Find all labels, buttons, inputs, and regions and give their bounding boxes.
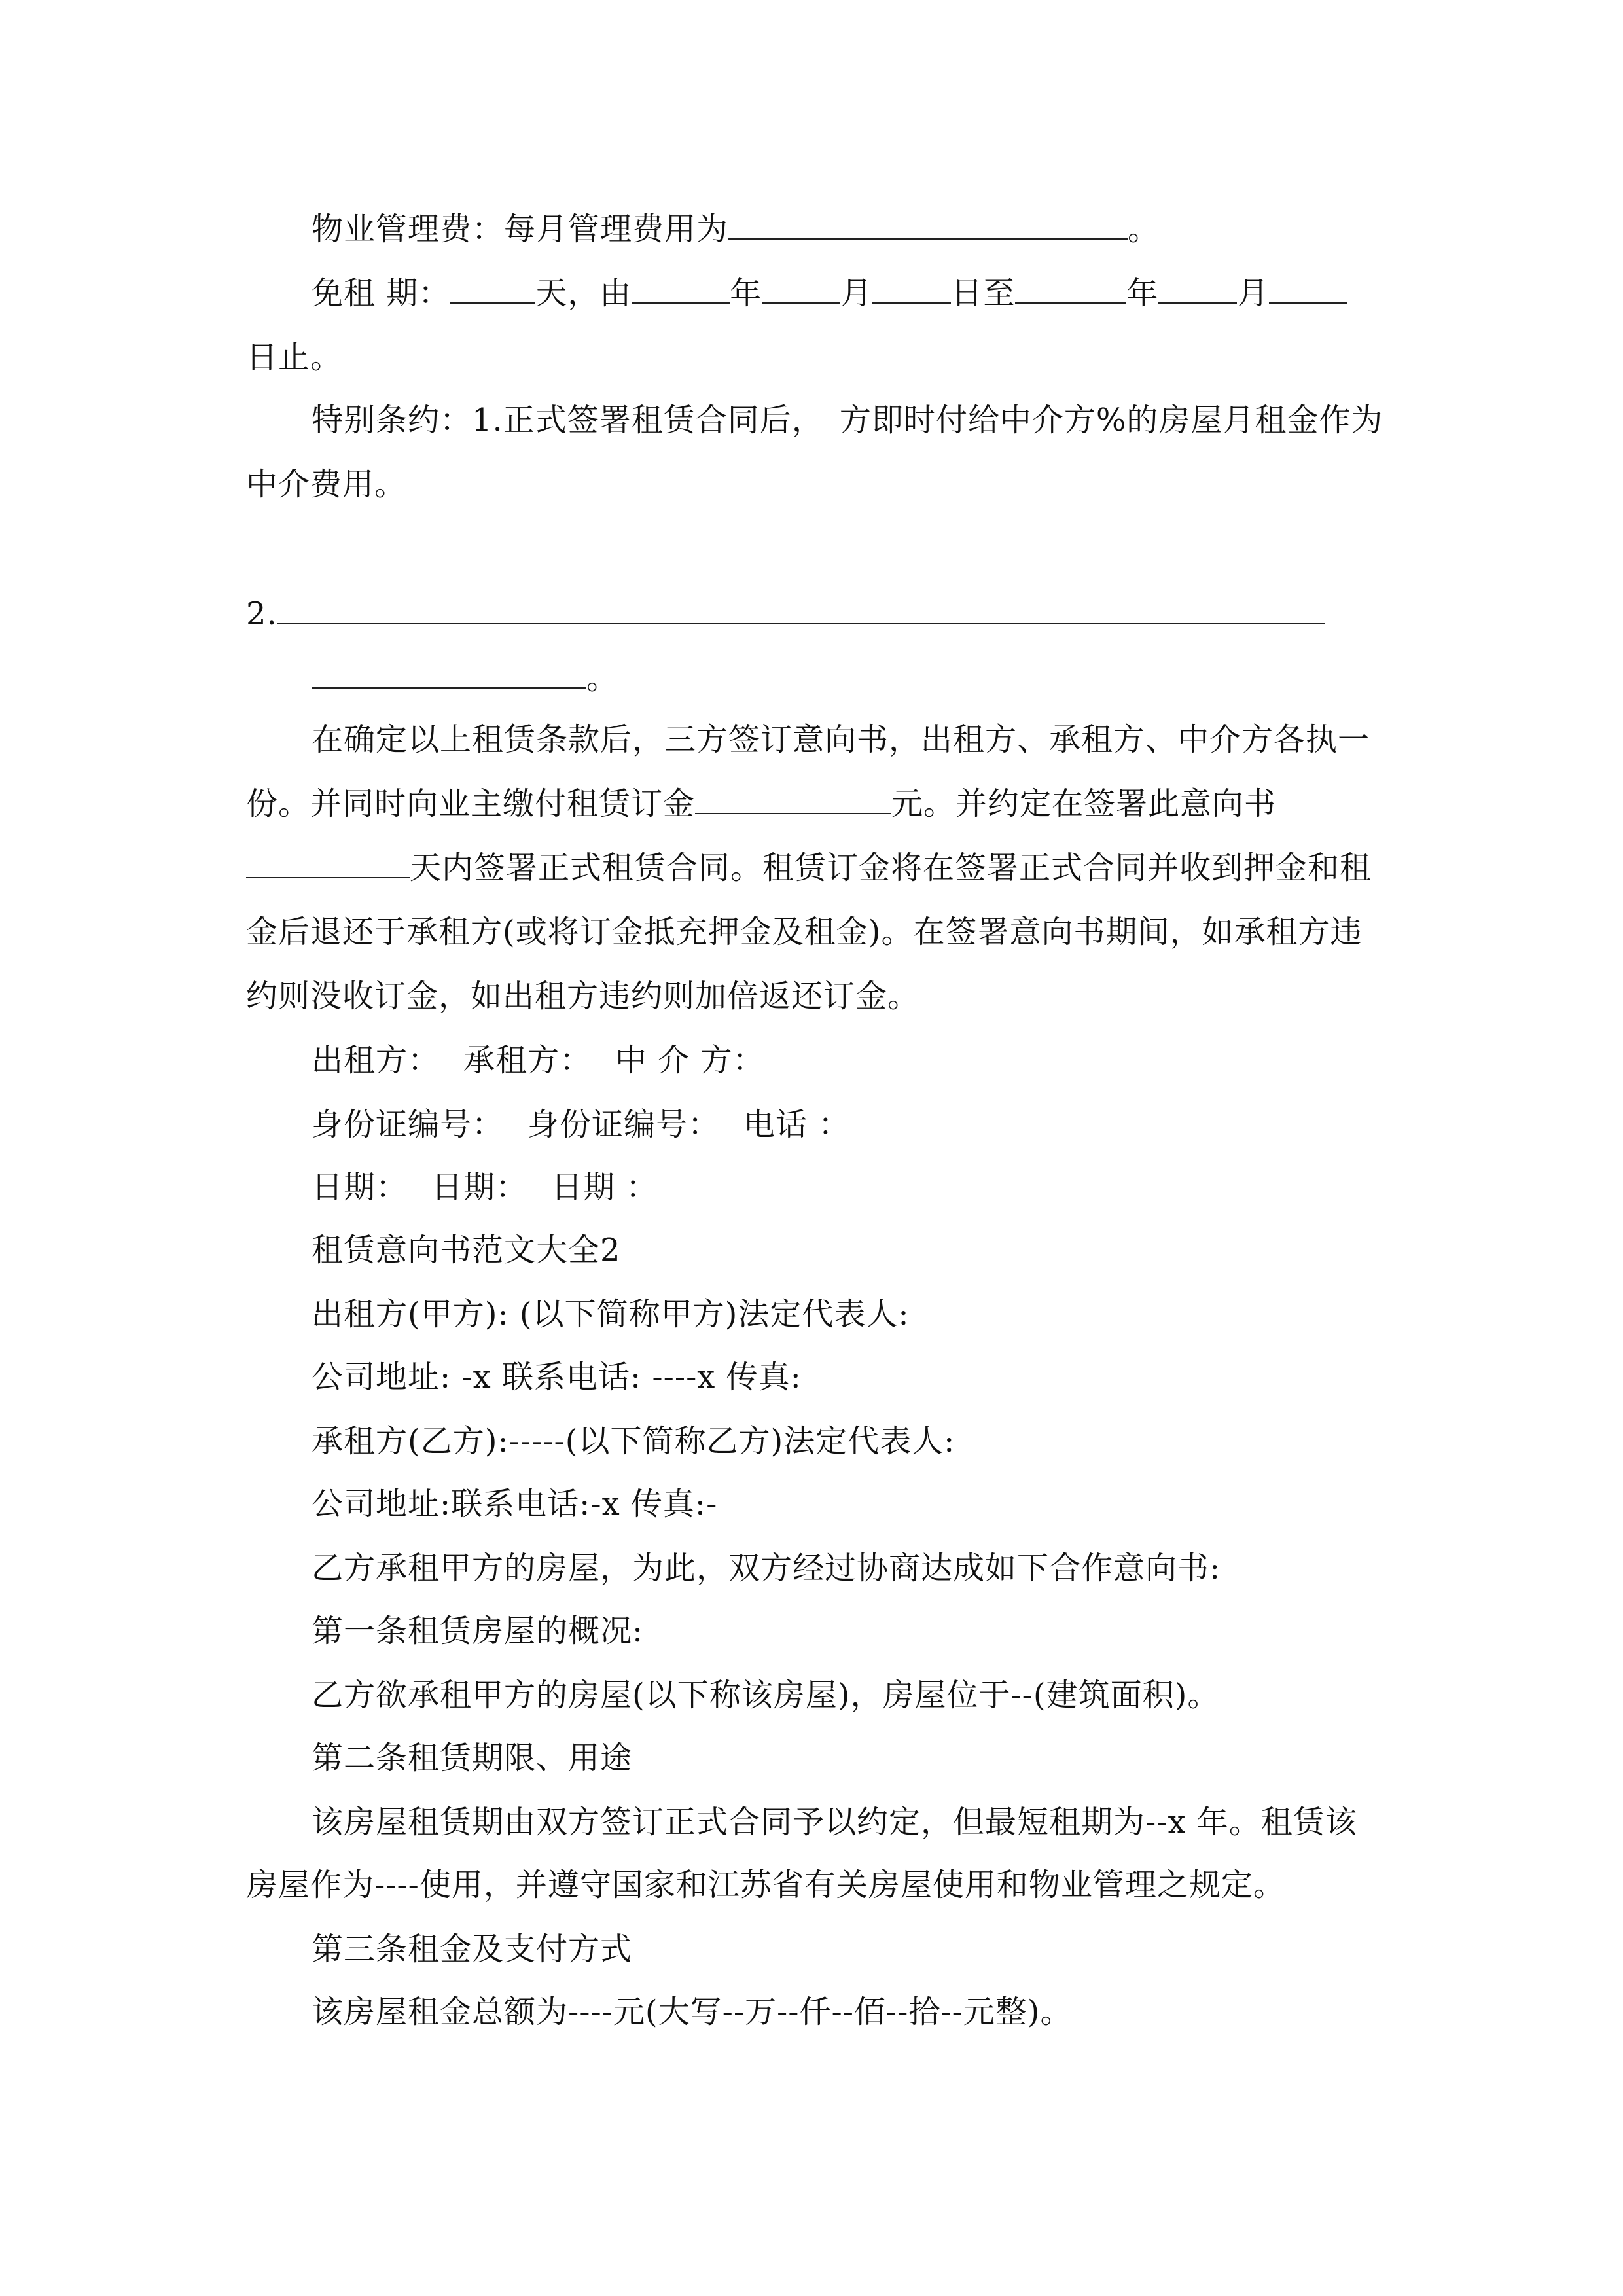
special-terms-1b: 方即时付给中介方%的房屋月租金作为 [839, 402, 1383, 439]
confirm-text-3: 天内签署正式租赁合同。租赁订金将在签署正式合同并收到押金和租 [410, 850, 1372, 886]
lessor-label: 出租方： [312, 1042, 440, 1079]
confirm-line-3 [246, 848, 1378, 888]
lessee-date-label: 日期： [431, 1169, 528, 1206]
agent-date-label: 日期 ： [551, 1169, 658, 1206]
article-2-body-1 [312, 1803, 1378, 1842]
lessor-id-label: 身份证编号： [312, 1106, 505, 1143]
lessor-date-label: 日期： [312, 1169, 408, 1206]
rent-free-month2-text: 月 [1237, 275, 1270, 312]
confirm-text-5: 约则没收订金，如出租方违约则加倍返还订金。 [246, 978, 920, 1014]
confirm-line-2 [246, 784, 1378, 823]
sample2-lessee-text: 承租方(乙方):-----(以下简称乙方)法定代表人: [312, 1423, 955, 1460]
rent-free-line [312, 274, 1378, 313]
special-terms-1a: 特别条约：1.正式签署租赁合同后， [312, 402, 824, 439]
rent-free-line-2 [246, 338, 1378, 377]
special-item-2-blank [277, 594, 1325, 624]
property-fee-end: 。 [1128, 211, 1160, 247]
sample2-lessee-addr-text: 公司地址:联系电话:-x 传真:- [312, 1486, 718, 1522]
sample2-lessor-addr-text: 公司地址: -x 联系电话: ----x 传真: [312, 1359, 802, 1395]
rent-free-label: 免租 期： [312, 275, 451, 312]
confirm-text-2b: 元。并约定在签署此意向书 [891, 785, 1277, 822]
rent-free-day-text: 天，由 [535, 275, 632, 312]
rent-free-from-year-blank [632, 274, 730, 304]
article-3-body-text: 该房屋租金总额为----元(大写--万--仟--佰--拾--元整)。 [312, 1994, 1073, 2030]
article-1-title [312, 1611, 1378, 1651]
special-terms-2: 中介费用。 [246, 466, 407, 503]
agent-label: 中 介 方： [615, 1042, 765, 1079]
article-3-title-text: 第三条租金及支付方式 [312, 1931, 633, 1967]
rent-free-to-month-blank [1158, 274, 1237, 304]
rent-free-days-blank [450, 274, 535, 304]
confirm-text-1: 在确定以上租赁条款后，三方签订意向书，出租方、承租方、中介方各执一 [312, 721, 1370, 758]
deposit-amount-blank [695, 784, 891, 814]
confirm-line-5 [246, 977, 1378, 1016]
rent-free-from-day-blank [872, 274, 951, 304]
confirm-line-4 [246, 912, 1378, 952]
signature-parties-line [312, 1041, 1378, 1080]
article-3-title [312, 1929, 1378, 1969]
rent-free-to-year-blank [1015, 274, 1126, 304]
sample2-lessor [312, 1295, 1378, 1334]
sample2-lessor-addr [312, 1357, 1378, 1397]
rent-free-dayto-text: 日至 [951, 275, 1016, 312]
article-1-title-text: 第一条租赁房屋的概况: [312, 1613, 644, 1649]
rent-free-end-text: 日止。 [246, 339, 343, 376]
property-fee-line [312, 209, 1378, 249]
article-2-body-text-2: 房屋作为----使用，并遵守国家和江苏省有关房屋使用和物业管理之规定。 [246, 1867, 1285, 1903]
rent-free-year2-text: 年 [1126, 275, 1159, 312]
signature-ids-line [312, 1105, 1378, 1144]
sample2-intro [312, 1549, 1378, 1588]
special-item-2-prefix: 2. [246, 596, 277, 632]
agent-phone-label: 电话 ： [743, 1106, 851, 1143]
special-item-2-cont [312, 658, 1378, 698]
rent-free-from-month-blank [762, 274, 840, 304]
confirm-text-4: 金后退还于承租方(或将订金抵充押金及租金)。在签署意向书期间，如承租方违 [246, 914, 1363, 950]
sample2-lessee [312, 1422, 1378, 1461]
lessee-id-label: 身份证编号： [527, 1106, 721, 1143]
property-fee-label: 物业管理费：每月管理费用为 [312, 211, 729, 247]
article-3-body [312, 1992, 1378, 2032]
rent-free-to-day-blank [1269, 274, 1347, 304]
rent-free-year-text: 年 [730, 275, 762, 312]
sample2-title [312, 1230, 1378, 1270]
signature-dates-line [312, 1168, 1378, 1207]
article-2-body-2 [246, 1865, 1378, 1905]
special-item-2-blank-2 [312, 658, 586, 689]
lessee-label: 承租方： [463, 1042, 592, 1079]
sample2-lessee-addr [312, 1484, 1378, 1524]
special-terms-line-2 [246, 465, 1378, 504]
sample2-title-text: 租赁意向书范文大全2 [312, 1232, 621, 1268]
confirm-text-2a: 份。并同时向业主缴付租赁订金 [246, 785, 696, 822]
article-1-body [312, 1676, 1378, 1715]
days-blank [246, 848, 410, 878]
sample2-lessor-text: 出租方(甲方): (以下简称甲方)法定代表人: [312, 1296, 910, 1333]
special-terms-line [312, 401, 1383, 440]
article-1-body-text: 乙方欲承租甲方的房屋(以下称该房屋)，房屋位于--(建筑面积)。 [312, 1677, 1220, 1713]
property-fee-blank [728, 209, 1128, 240]
article-2-body-text-1: 该房屋租赁期由双方签订正式合同予以约定，但最短租期为--x 年。租赁该 [312, 1804, 1357, 1840]
article-2-title-text: 第二条租赁期限、用途 [312, 1740, 633, 1776]
special-item-2-end: 。 [586, 660, 619, 696]
special-item-2-line [246, 594, 1378, 634]
confirm-line-1 [312, 720, 1378, 759]
rent-free-month-text: 月 [840, 275, 873, 312]
sample2-intro-text: 乙方承租甲方的房屋，为此，双方经过协商达成如下合作意向书: [312, 1550, 1221, 1587]
article-2-title [312, 1738, 1378, 1778]
